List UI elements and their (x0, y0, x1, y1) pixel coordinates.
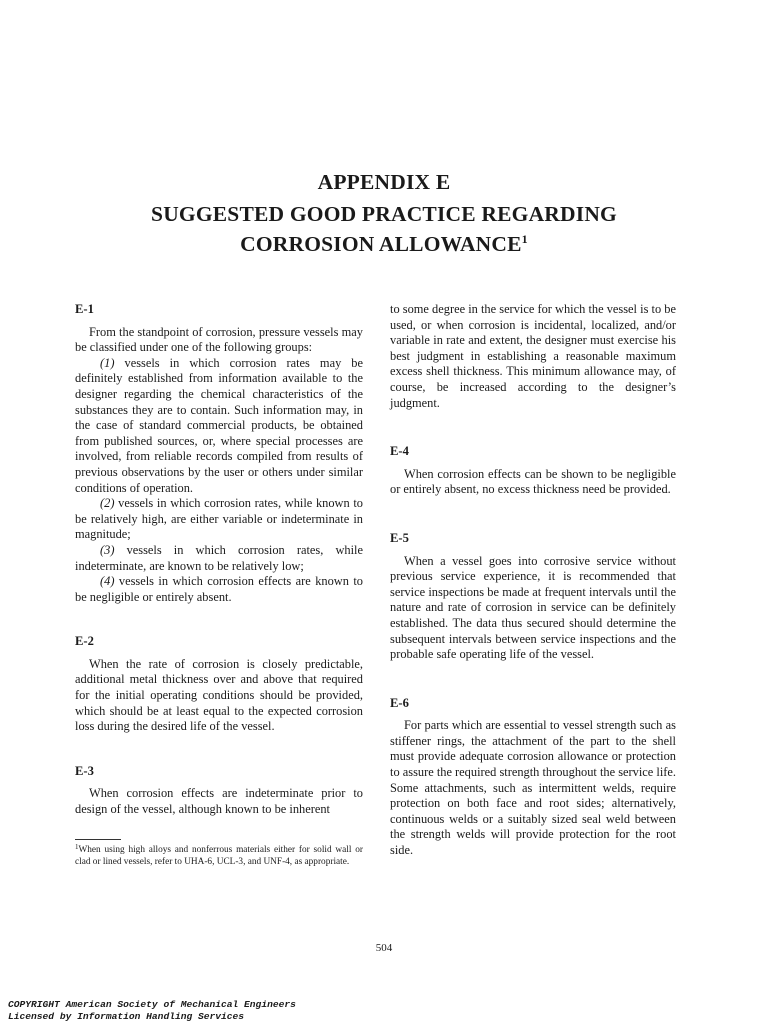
section-heading-e2: E-2 (75, 634, 94, 649)
e5-text: When a vessel goes into corrosive service without previous service experience, it is recommended that service inspections be made at frequent intervals until the nature and rate of corrosion in service can be definitely established. The data thus secured should determine the subsequent intervals between service inspections and the probable safe operating life of the vessel. (390, 553, 676, 662)
e1-intro: From the standpoint of corrosion, pressure vessels may be classified under one of the following groups: (75, 324, 363, 355)
left-column (75, 302, 363, 818)
appendix-subtitle-line2: CORROSION ALLOWANCE$^1$ (240, 232, 528, 256)
e2-text: When the rate of corrosion is closely predictable, additional metal thickness over and above that required for the initial operating conditions should be provided, which should be at least equal to the expected corrosion loss during the desired life of the vessel. (75, 656, 363, 734)
section-heading-e1: E-1 (75, 302, 94, 316)
e4-text: When corrosion effects can be shown to be negligible or entirely absent, no excess thickness need be provided. (390, 466, 676, 497)
e1-item-4: (4) vessels in which corrosion effects are known to be negligible or entirely absent. (75, 574, 363, 604)
right-column (390, 302, 676, 859)
section-heading-e5: E-5 (390, 530, 409, 545)
e3-text-continued: to some degree in the service for which the vessel is to be used, or when corrosion is incidental, localized, and/or variable in rate and extent, the designer must exercise his best judgment in establishing a reasonable maximum excess shell thickness. This minimum allowance may, of course, be increased according to the designer’s judgment. (390, 302, 676, 410)
footnote-mark: 1 (75, 843, 79, 851)
section-heading-e6: E-6 (390, 695, 409, 710)
page-number: 504 (375, 942, 393, 954)
appendix-subtitle: SUGGESTED GOOD PRACTICE REGARDING (151, 202, 617, 226)
section-heading-e3: E-3 (75, 763, 94, 778)
footnote (75, 845, 363, 868)
section-heading-e4: E-4 (390, 444, 409, 459)
copyright-notice (8, 999, 296, 1022)
e6-text: For parts which are essential to vessel strength such as stiffener rings, the attachment of the part to the shell must provide adequate corrosion allowance or protection to assure the required strength throughout the service life. Some attachments, such as intermittent welds, require protection on both face and root sides; alternatively, continuous welds or a suitably sized seal weld between the strength welds will provide protection for the root side. (390, 718, 676, 858)
license-line: Licensed by Information Handling Services (8, 1010, 245, 1022)
e1-item-3: (3) vessels in which corrosion rates, while indeterminate, are known to be relatively low; (75, 542, 363, 573)
footnote-text: When using high alloys and nonferrous materials either for solid wall or clad or lined vessels, refer to UHA-6, UCL-3, and UNF-4, as appropriate. (75, 845, 363, 867)
e1-item-2: (2) vessels in which corrosion rates, while known to be relatively high, are either variable or indeterminate in magnitude; (75, 496, 363, 542)
footnote-marker: 1 (521, 232, 528, 246)
copyright-line: COPYRIGHT American Society of Mechanical Engineers (8, 999, 296, 1010)
e3-text-start: When corrosion effects are indeterminate prior to design of the vessel, although known to be inherent (75, 786, 363, 817)
e1-item-1: (1) vessels in which corrosion rates may be definitely established from information available to the designer regarding the chemical characteristics of the substances they are to contain. Such information may, in the case of standard commercial products, be obtained from published sources, or, where special processes are involved, from reliable records compiled from results of previous observations by the user or others under similar conditions of operation. (75, 355, 363, 495)
footnote-divider (75, 839, 121, 840)
appendix-title: APPENDIX E (317, 170, 451, 194)
